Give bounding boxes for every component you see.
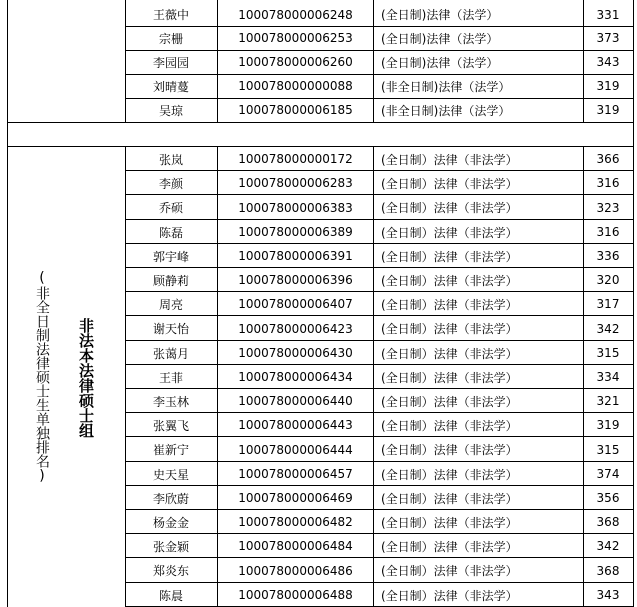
program-cell: (全日制）法律（非法学） [381, 273, 518, 288]
score-cell: 368 [596, 563, 620, 578]
program-cell: (全日制）法律（非法学） [381, 297, 518, 312]
name-cell: 李园园 [152, 55, 189, 70]
name-cell: 张金颖 [152, 539, 189, 554]
id-cell: 100078000006482 [238, 515, 353, 529]
id-cell: 100078000006443 [238, 418, 353, 432]
name-cell: 吴琼 [158, 103, 183, 118]
program-cell: (全日制)法律（法学） [381, 55, 499, 70]
id-cell: 100078000006457 [238, 467, 353, 481]
grid-hline [125, 582, 633, 583]
score-cell: 368 [596, 515, 620, 529]
id-cell: 100078000006396 [238, 273, 353, 287]
id-cell: 100078000006391 [238, 249, 353, 263]
name-cell: 李玉林 [152, 394, 189, 409]
group-label: 非法本法律硕士组 [77, 318, 95, 438]
program-cell: (全日制)法律（法学） [381, 31, 499, 46]
grid-hline [125, 243, 633, 244]
grid-hline [125, 557, 633, 558]
id-cell: 100078000006407 [238, 297, 353, 311]
grid-hline [7, 146, 633, 147]
score-cell: 343 [596, 55, 620, 69]
score-cell: 336 [596, 249, 620, 263]
grid-vline [633, 0, 634, 607]
score-cell: 319 [596, 418, 620, 432]
grid-vline [373, 0, 374, 122]
grid-hline [125, 291, 633, 292]
id-cell: 100078000000088 [238, 79, 353, 93]
name-cell: 李颜 [158, 176, 183, 191]
grid-hline [125, 388, 633, 389]
grid-vline [583, 0, 584, 122]
grid-hline [125, 170, 633, 171]
name-cell: 李欣蔚 [152, 491, 189, 506]
name-cell: 郭宇峰 [152, 249, 189, 264]
grid-vline [7, 0, 8, 607]
program-cell: (全日制）法律（非法学） [381, 394, 518, 409]
grid-hline [125, 50, 633, 51]
name-cell: 王薇中 [152, 8, 189, 22]
grid-hline [125, 461, 633, 462]
name-cell: 王菲 [158, 370, 183, 385]
program-cell: (全日制）法律（非法学） [381, 201, 518, 215]
grid-hline [7, 122, 633, 123]
id-cell: 100078000006185 [238, 103, 353, 117]
program-cell: (全日制）法律（非法学） [381, 225, 518, 240]
id-cell: 100078000006486 [238, 563, 353, 578]
name-cell: 乔硕 [158, 201, 183, 215]
score-cell: 323 [596, 200, 620, 215]
grid-hline [125, 509, 633, 510]
program-cell: (全日制）法律（非法学） [381, 539, 518, 554]
name-cell: 杨金金 [152, 515, 189, 530]
name-cell: 史天星 [152, 467, 189, 482]
program-cell: (全日制）法律（非法学） [381, 322, 518, 336]
score-cell: 319 [596, 79, 620, 93]
grid-hline [125, 412, 633, 413]
score-cell: 331 [596, 7, 620, 22]
grid-hline [125, 533, 633, 534]
name-cell: 郑炎东 [152, 564, 189, 578]
grid-hline [125, 340, 633, 341]
name-cell: 张岚 [158, 152, 183, 167]
score-cell: 342 [596, 321, 620, 336]
grid-hline [125, 98, 633, 99]
score-cell: 316 [596, 225, 620, 239]
name-cell: 宗栅 [158, 31, 183, 46]
grid-hline [125, 267, 633, 268]
program-cell: (全日制）法律（非法学） [381, 467, 518, 482]
program-cell: (全日制）法律（非法学） [381, 152, 518, 167]
grid-hline [125, 219, 633, 220]
score-cell: 321 [596, 394, 620, 408]
outer-rank-label: (非全日制法律硕士生单独排名) [34, 270, 50, 484]
id-cell: 100078000006488 [238, 588, 353, 602]
id-cell: 100078000006430 [238, 346, 353, 360]
program-cell: (全日制）法律（非法学） [381, 443, 518, 457]
grid-hline [125, 364, 633, 365]
name-cell: 陈晨 [158, 588, 183, 603]
program-cell: (全日制）法律（非法学） [381, 564, 518, 578]
id-cell: 100078000006389 [238, 225, 353, 239]
id-cell: 100078000006423 [238, 321, 353, 336]
grid-vline [125, 146, 126, 607]
score-cell: 315 [596, 442, 620, 457]
program-cell: (非全日制)法律（法学） [381, 79, 511, 94]
grid-vline [373, 146, 374, 607]
score-cell: 317 [596, 297, 620, 311]
id-cell: 100078000006484 [238, 539, 353, 553]
score-cell: 366 [596, 152, 620, 166]
score-cell: 342 [596, 539, 620, 553]
grid-vline [217, 146, 218, 607]
grid-hline [125, 74, 633, 75]
score-cell: 334 [596, 370, 620, 384]
score-cell: 343 [596, 588, 620, 602]
id-cell: 100078000006434 [238, 370, 353, 384]
program-cell: (全日制）法律（非法学） [381, 491, 518, 506]
name-cell: 陈磊 [158, 225, 183, 240]
program-cell: (全日制)法律（法学） [381, 8, 499, 22]
program-cell: (全日制）法律（非法学） [381, 176, 518, 191]
name-cell: 崔新宁 [152, 443, 189, 457]
name-cell: 周亮 [158, 297, 183, 312]
program-cell: (全日制）法律（非法学） [381, 418, 518, 433]
program-cell: (非全日制)法律（法学） [381, 103, 511, 118]
id-cell: 100078000006440 [238, 394, 353, 408]
score-cell: 373 [596, 31, 620, 45]
name-cell: 刘晴蔓 [152, 79, 189, 94]
program-cell: (全日制）法律（非法学） [381, 346, 518, 361]
grid-hline [125, 26, 633, 27]
score-cell: 315 [596, 346, 620, 360]
id-cell: 100078000006383 [238, 200, 353, 215]
id-cell: 100078000006283 [238, 176, 353, 190]
grid-vline [217, 0, 218, 122]
score-cell: 316 [596, 176, 620, 190]
grid-hline [125, 194, 633, 195]
grid-hline [125, 436, 633, 437]
score-cell: 356 [596, 491, 620, 505]
program-cell: (全日制）法律（非法学） [381, 515, 518, 530]
score-cell: 374 [596, 467, 620, 481]
id-cell: 100078000006260 [238, 55, 353, 69]
grid-vline [583, 146, 584, 607]
name-cell: 顾静莉 [152, 273, 189, 288]
score-cell: 319 [596, 103, 620, 117]
name-cell: 张翼飞 [152, 418, 189, 433]
id-cell: 100078000006253 [238, 31, 353, 45]
id-cell: 100078000000172 [238, 152, 353, 166]
program-cell: (全日制）法律（非法学） [381, 588, 518, 603]
grid-hline [125, 315, 633, 316]
id-cell: 100078000006248 [238, 7, 353, 22]
id-cell: 100078000006469 [238, 491, 353, 505]
grid-vline [125, 0, 126, 122]
id-cell: 100078000006444 [238, 442, 353, 457]
program-cell: (全日制）法律（非法学） [381, 249, 518, 264]
name-cell: 谢天怡 [152, 322, 189, 336]
score-cell: 320 [596, 273, 620, 287]
grid-hline [125, 485, 633, 486]
name-cell: 张蔼月 [152, 346, 189, 361]
program-cell: (全日制）法律（非法学） [381, 370, 518, 385]
